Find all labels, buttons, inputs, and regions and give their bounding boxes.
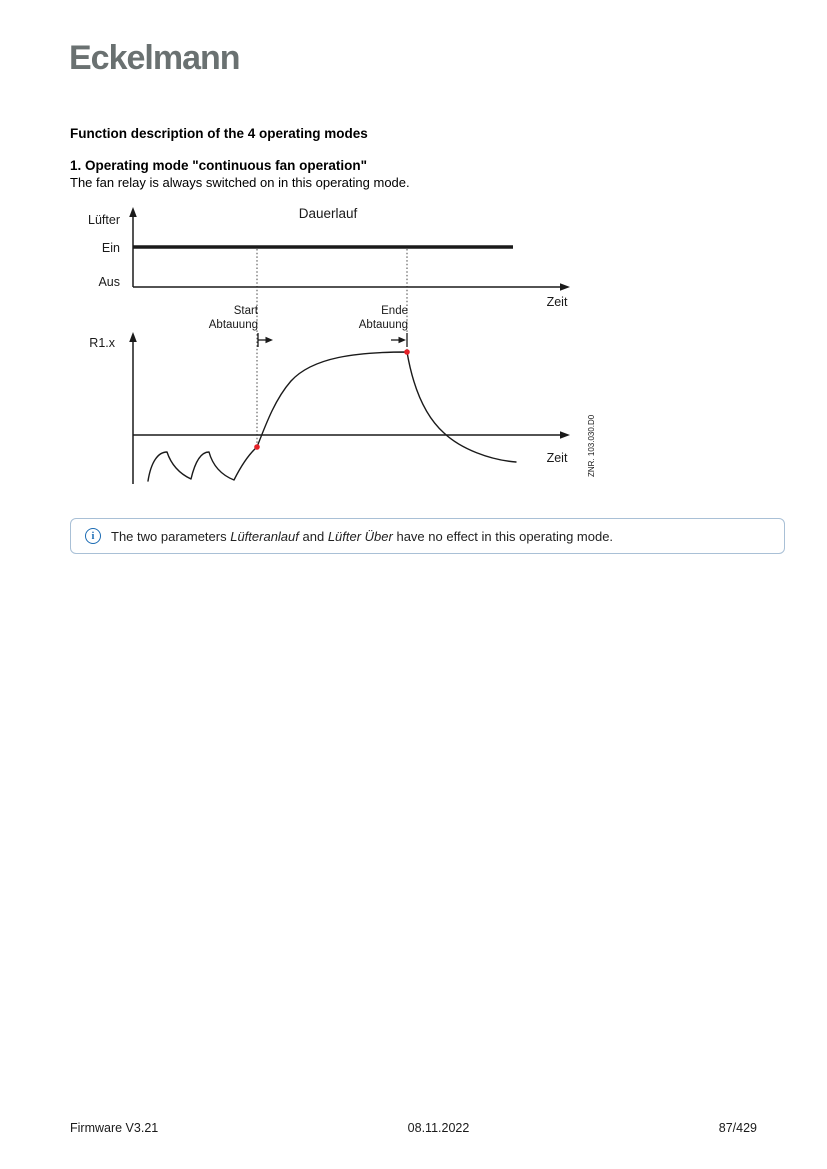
fan-chart-title: Dauerlauf (298, 206, 358, 221)
temp-x-axis-label: Zeit (546, 451, 568, 465)
fan-y-axis-label: Lüfter (88, 213, 120, 227)
section-body: The fan relay is always switched on in this operating mode. (70, 175, 410, 190)
info-note (70, 518, 785, 554)
page-heading: Function description of the 4 operating modes (70, 126, 368, 141)
fan-chart (88, 206, 570, 309)
defrost-start-marker (254, 444, 260, 450)
temp-x-axis-arrow (560, 431, 570, 439)
defrost-end-marker (404, 349, 410, 355)
defrost-start-label-line2: Abtauung (208, 319, 258, 331)
drawing-number: ZNR. 103.030.D0 (587, 414, 596, 477)
footer-date: 08.11.2022 (407, 1121, 470, 1135)
temp-y-axis-label: R1.x (89, 336, 115, 350)
company-logo: Eckelmann (69, 39, 240, 77)
defrost-start-label-line1: Start (233, 305, 258, 317)
temperature-chart (89, 332, 596, 484)
note-mid: and (298, 528, 328, 544)
temperature-curve (148, 352, 516, 481)
note-prefix: The two parameters (111, 528, 231, 544)
fan-level-on-label: Ein (101, 241, 120, 255)
note-text (111, 529, 613, 544)
note-param2: Lüfter Über (327, 528, 393, 544)
defrost-end-label-line2: Abtauung (358, 319, 408, 331)
defrost-start-arrow (258, 333, 273, 347)
fan-x-axis-arrow (560, 283, 570, 291)
defrost-end-arrow (391, 333, 407, 347)
section-title: 1. Operating mode "continuous fan operation" (70, 158, 368, 173)
info-icon: i (85, 528, 101, 544)
footer-page-number: 87/429 (718, 1121, 757, 1135)
defrost-end-label-line1: Ende (381, 305, 408, 317)
defrost-event-labels (209, 305, 408, 347)
fan-level-off-label: Aus (98, 275, 120, 289)
fan-y-axis-arrow (129, 207, 137, 217)
page-footer (70, 1121, 757, 1135)
temp-y-axis-arrow (129, 332, 137, 342)
fan-x-axis-label: Zeit (546, 295, 568, 309)
note-param1: Lüfteranlauf (230, 528, 299, 544)
timing-diagram (85, 200, 620, 490)
note-suffix: have no effect in this operating mode. (392, 528, 614, 544)
footer-firmware-version: Firmware V3.21 (70, 1121, 159, 1135)
